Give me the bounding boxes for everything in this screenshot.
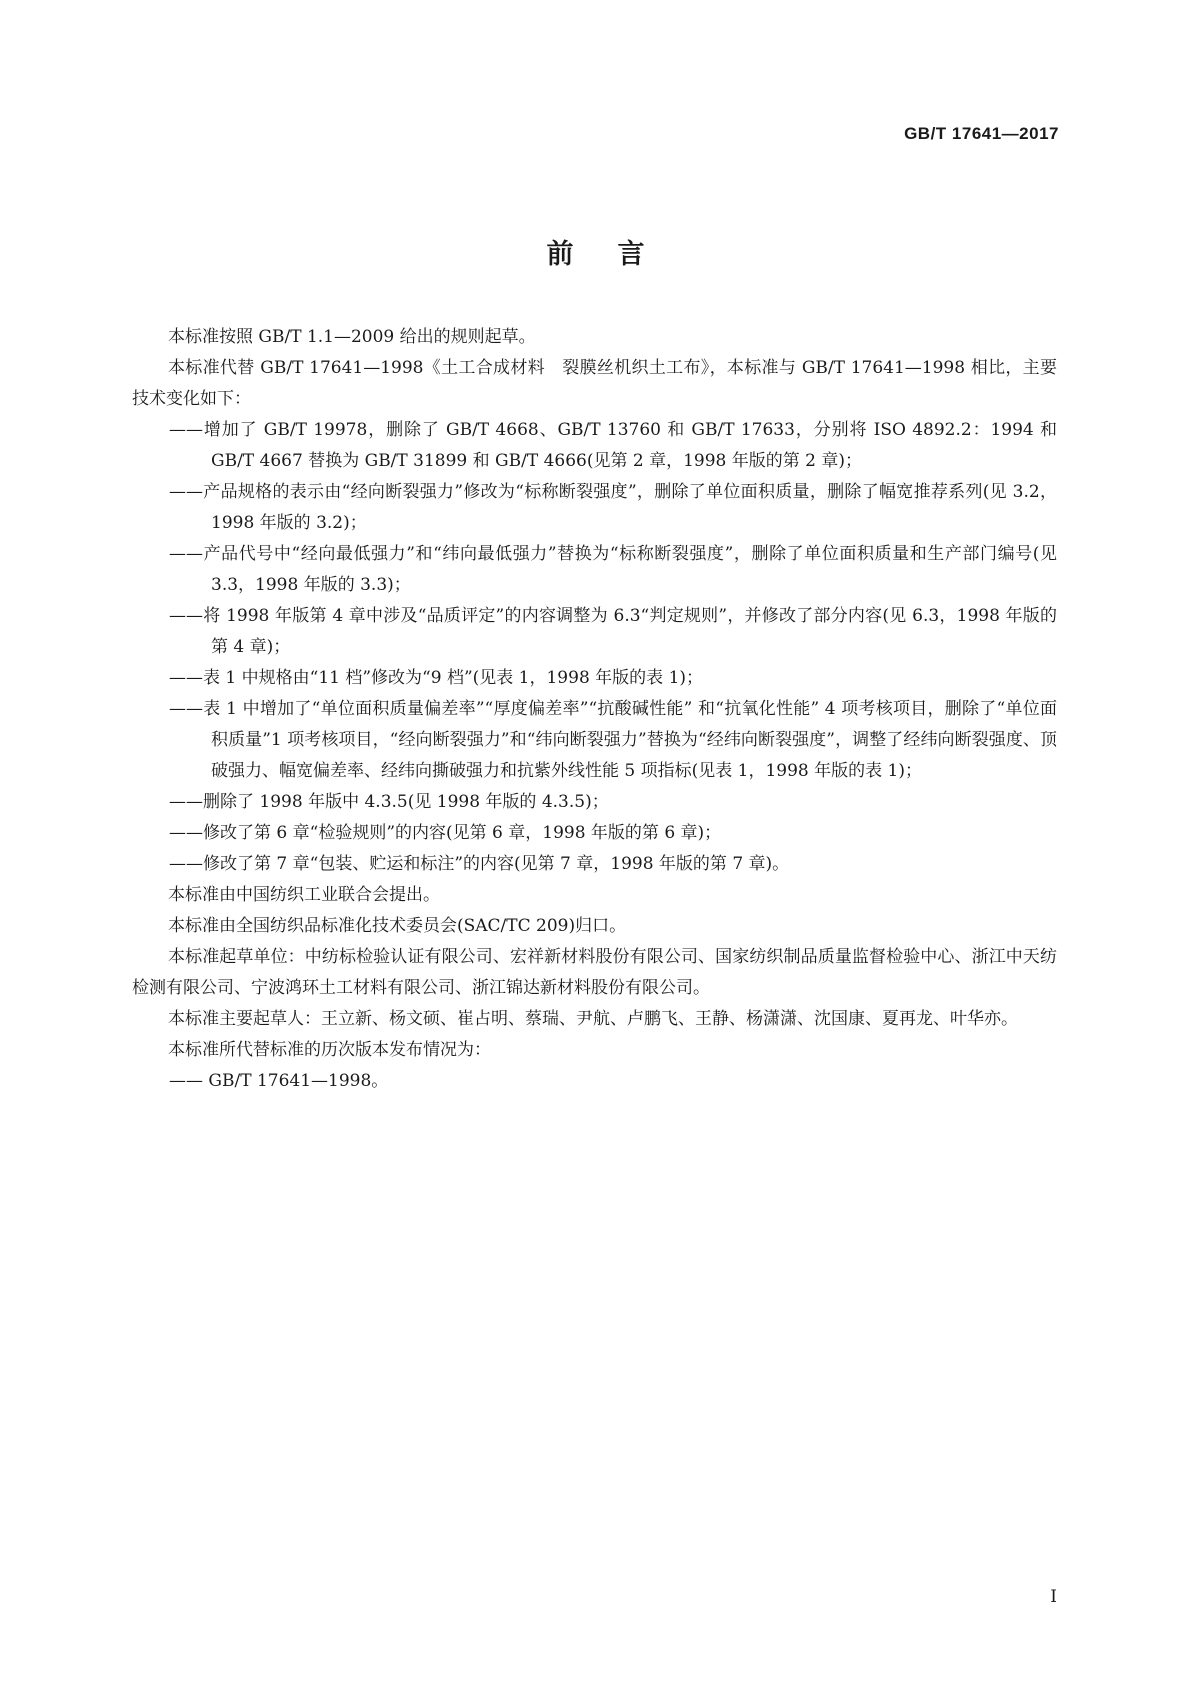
change-item: ——产品代号中“经向最低强力”和“纬向最低强力”替换为“标称断裂强度”，删除了单位面积质量和生产部门编号(见 3.3，1998 年版的 3.3)； [169,544,1057,595]
paragraph: 本标准代替 GB/T 17641—1998《土工合成材料 裂膜丝机织土工布》，本标准与 GB/T 17641—1998 相比，主要技术变化如下： [132,358,1057,409]
change-item: ——表 1 中规格由“11 档”修改为“9 档”(见表 1，1998 年版的表 1)； [169,668,704,688]
paragraph: 本标准主要起草人：王立新、杨文硕、崔占明、蔡瑞、尹航、卢鹏飞、王静、杨潇潇、沈国康、夏再龙、叶华亦。 [168,1009,1018,1029]
standard-number: GB/T 17641—2017 [904,124,1059,143]
change-item: ——删除了 1998 年版中 4.3.5(见 1998 年版的 4.3.5)； [169,792,609,812]
change-item: ——将 1998 年版第 4 章中涉及“品质评定”的内容调整为 6.3“判定规则”，并修改了部分内容(见 6.3，1998 年版的第 4 章)； [169,606,1057,657]
paragraph: 本标准按照 GB/T 1.1—2009 给出的规则起草。 [168,327,536,347]
change-item: ——产品规格的表示由“经向断裂强力”修改为“标称断裂强度”，删除了单位面积质量，删除了幅宽推荐系列(见 3.2，1998 年版的 3.2)； [169,482,1057,533]
foreword-body [132,322,1057,1097]
change-item: ——增加了 GB/T 19978，删除了 GB/T 4668、GB/T 13760 和 GB/T 17633，分别将 ISO 4892.2：1994 和 GB/T 4667 替换为 GB/T 31899 和 GB/T 4666(见第 2 章，1998 年版的第 2 章)； [169,420,1057,471]
paragraph: 本标准由中国纺织工业联合会提出。 [168,885,440,905]
paragraph: 本标准所代替标准的历次版本发布情况为： [168,1040,491,1060]
title-char-2: 言 [617,239,645,270]
change-item: ——表 1 中增加了“单位面积质量偏差率”“厚度偏差率”“抗酸碱性能” 和“抗氧化性能” 4 项考核项目，删除了“单位面积质量”1 项考核项目，“经向断裂强力”和“纬向断裂强力”替换为“经纬向断裂强度”，调整了经纬向断裂强度、顶破强力、幅宽偏差率、经纬向撕破强力和抗紫外线性能 5 项指标(见表 1，1998 年版的表 1)； [169,699,1057,781]
page-title [0,232,1191,271]
title-char-1: 前 [546,239,574,270]
paragraph: 本标准由全国纺织品标准化技术委员会(SAC/TC 209)归口。 [168,916,627,936]
change-item: ——修改了第 7 章“包装、贮运和标注”的内容(见第 7 章，1998 年版的第 7 章)。 [169,854,790,874]
paragraph: 本标准起草单位：中纺标检验认证有限公司、宏祥新材料股份有限公司、国家纺织制品质量监督检验中心、浙江中天纺检测有限公司、宁波鸿环土工材料有限公司、浙江锦达新材料股份有限公司。 [132,947,1057,998]
history-item: —— GB/T 17641—1998。 [169,1071,389,1091]
change-item: ——修改了第 6 章“检验规则”的内容(见第 6 章，1998 年版的第 6 章)； [169,823,722,843]
page-number: I [1050,1587,1057,1607]
